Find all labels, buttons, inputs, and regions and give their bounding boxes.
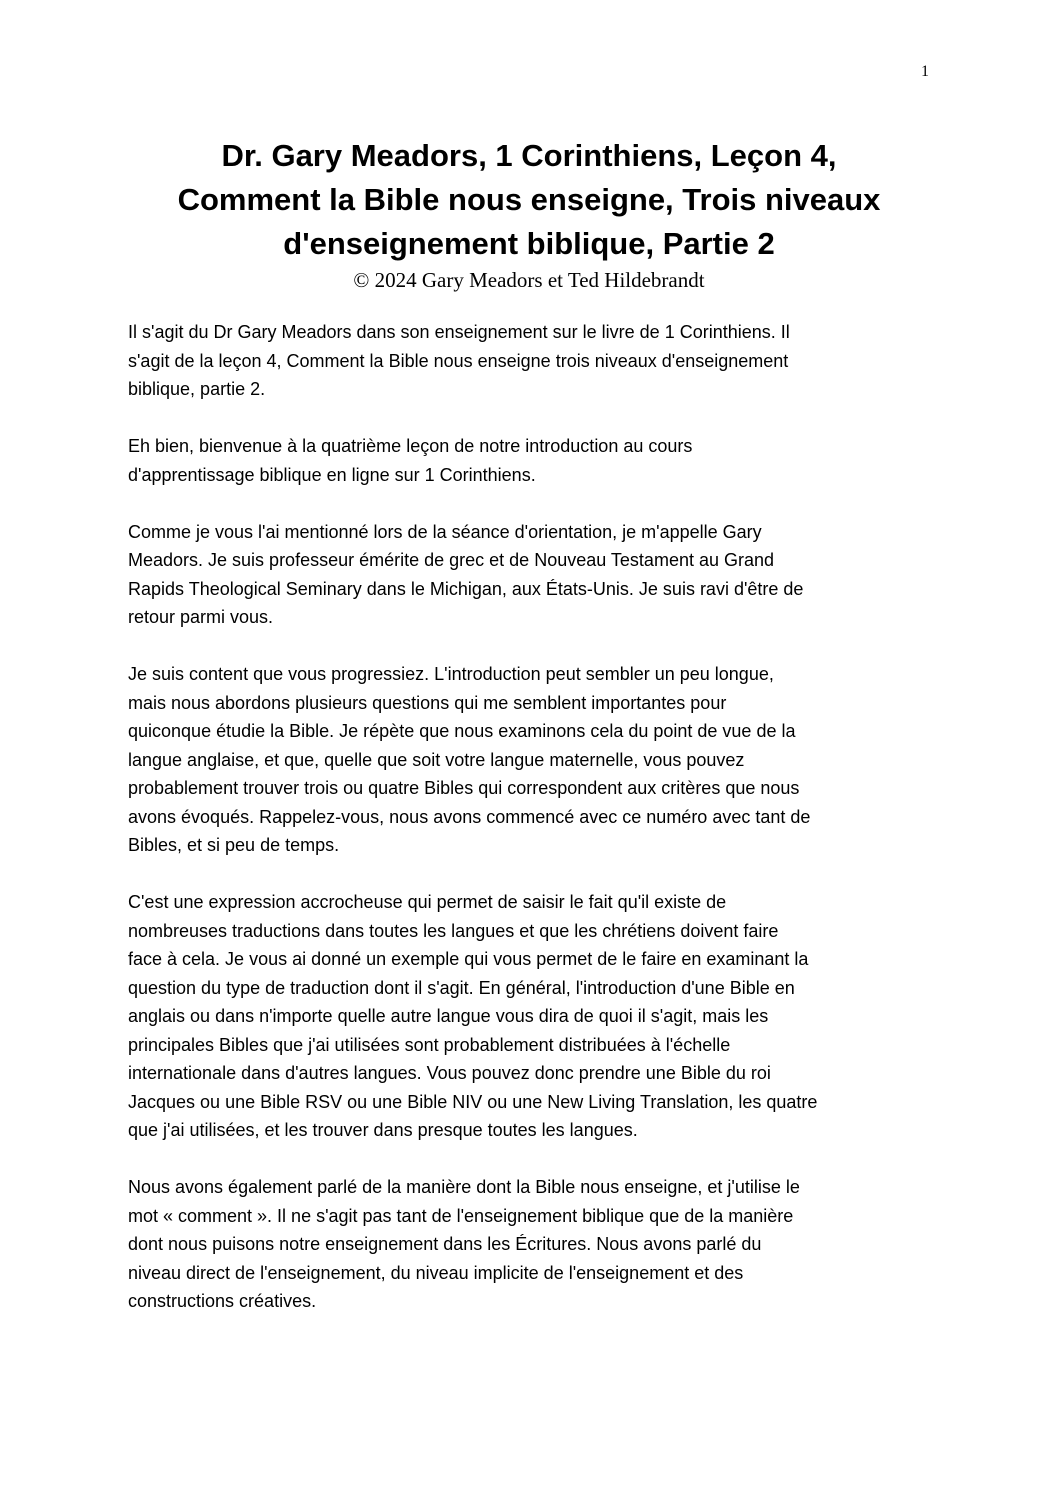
page-number: 1 xyxy=(921,63,929,80)
title-line: d'enseignement biblique, Partie 2 xyxy=(283,226,775,261)
text-line: C'est une expression accrocheuse qui permet de saisir le fait qu'il existe de xyxy=(128,892,727,912)
text-line: dont nous puisons notre enseignement dans les Écritures. Nous avons parlé du xyxy=(128,1234,762,1254)
text-line: quiconque étudie la Bible. Je répète que nous examinons cela du point de vue de la xyxy=(128,721,796,741)
text-line: Comme je vous l'ai mentionné lors de la séance d'orientation, je m'appelle Gary xyxy=(128,521,762,542)
text-line: langue anglaise, et que, quelle que soit votre langue maternelle, vous pouvez xyxy=(128,749,745,770)
text-line: nombreuses traductions dans toutes les langues et que les chrétiens doivent faire xyxy=(128,920,779,941)
paragraph-5 xyxy=(128,888,936,1145)
text-line: anglais ou dans n'importe quelle autre langue vous dira de quoi il s'agit, mais les xyxy=(128,1006,769,1026)
text-line: d'apprentissage biblique en ligne sur 1 Corinthiens. xyxy=(128,464,536,485)
text-line: face à cela. Je vous ai donné un exemple qui vous permet de le faire en examinant la xyxy=(128,949,809,969)
document-body xyxy=(128,318,936,1344)
text-line: Rapids Theological Seminary dans le Michigan, aux États-Unis. Je suis ravi d'être de xyxy=(128,578,804,599)
title-line: Dr. Gary Meadors, 1 Corinthiens, Leçon 4, xyxy=(221,138,837,173)
text-line: Bibles, et si peu de temps. xyxy=(128,835,340,855)
text-line: probablement trouver trois ou quatre Bibles qui correspondent aux critères que nous xyxy=(128,778,800,798)
paragraph-3 xyxy=(128,518,936,632)
text-line: Jacques ou une Bible RSV ou une Bible NIV ou une New Living Translation, les quatre xyxy=(128,1091,818,1112)
paragraph-4 xyxy=(128,660,936,860)
title-line: Comment la Bible nous enseigne, Trois niveaux xyxy=(177,182,881,217)
text-line: que j'ai utilisées, et les trouver dans presque toutes les langues. xyxy=(128,1120,638,1140)
text-line: Je suis content que vous progressiez. L'introduction peut sembler un peu longue, xyxy=(128,664,774,684)
text-line: Eh bien, bienvenue à la quatrième leçon de notre introduction au cours xyxy=(128,436,693,456)
text-line: biblique, partie 2. xyxy=(128,379,266,399)
text-line: Nous avons également parlé de la manière dont la Bible nous enseigne, et j'utilise le xyxy=(128,1177,800,1197)
text-line: mot « comment ». Il ne s'agit pas tant de l'enseignement biblique que de la manière xyxy=(128,1205,794,1226)
text-line: Il s'agit du Dr Gary Meadors dans son enseignement sur le livre de 1 Corinthiens. Il xyxy=(128,322,790,342)
text-line: s'agit de la leçon 4, Comment la Bible nous enseigne trois niveaux d'enseignement xyxy=(128,350,789,371)
text-line: retour parmi vous. xyxy=(128,607,274,627)
text-line: avons évoqués. Rappelez-vous, nous avons commencé avec ce numéro avec tant de xyxy=(128,806,811,827)
paragraph-2 xyxy=(128,432,936,489)
copyright-notice: © 2024 Gary Meadors et Ted Hildebrandt xyxy=(353,268,705,292)
text-line: Meadors. Je suis professeur émérite de grec et de Nouveau Testament au Grand xyxy=(128,550,775,570)
document-title xyxy=(128,134,930,266)
text-line: principales Bibles que j'ai utilisées sont probablement distribuées à l'échelle xyxy=(128,1034,731,1055)
text-line: question du type de traduction dont il s'agit. En général, l'introduction d'une Bible en xyxy=(128,977,795,998)
text-line: internationale dans d'autres langues. Vous pouvez donc prendre une Bible du roi xyxy=(128,1063,771,1083)
paragraph-1 xyxy=(128,318,936,404)
text-line: constructions créatives. xyxy=(128,1291,317,1311)
paragraph-6 xyxy=(128,1173,936,1316)
text-line: mais nous abordons plusieurs questions qui me semblent importantes pour xyxy=(128,692,727,713)
text-line: niveau direct de l'enseignement, du niveau implicite de l'enseignement et des xyxy=(128,1262,744,1283)
